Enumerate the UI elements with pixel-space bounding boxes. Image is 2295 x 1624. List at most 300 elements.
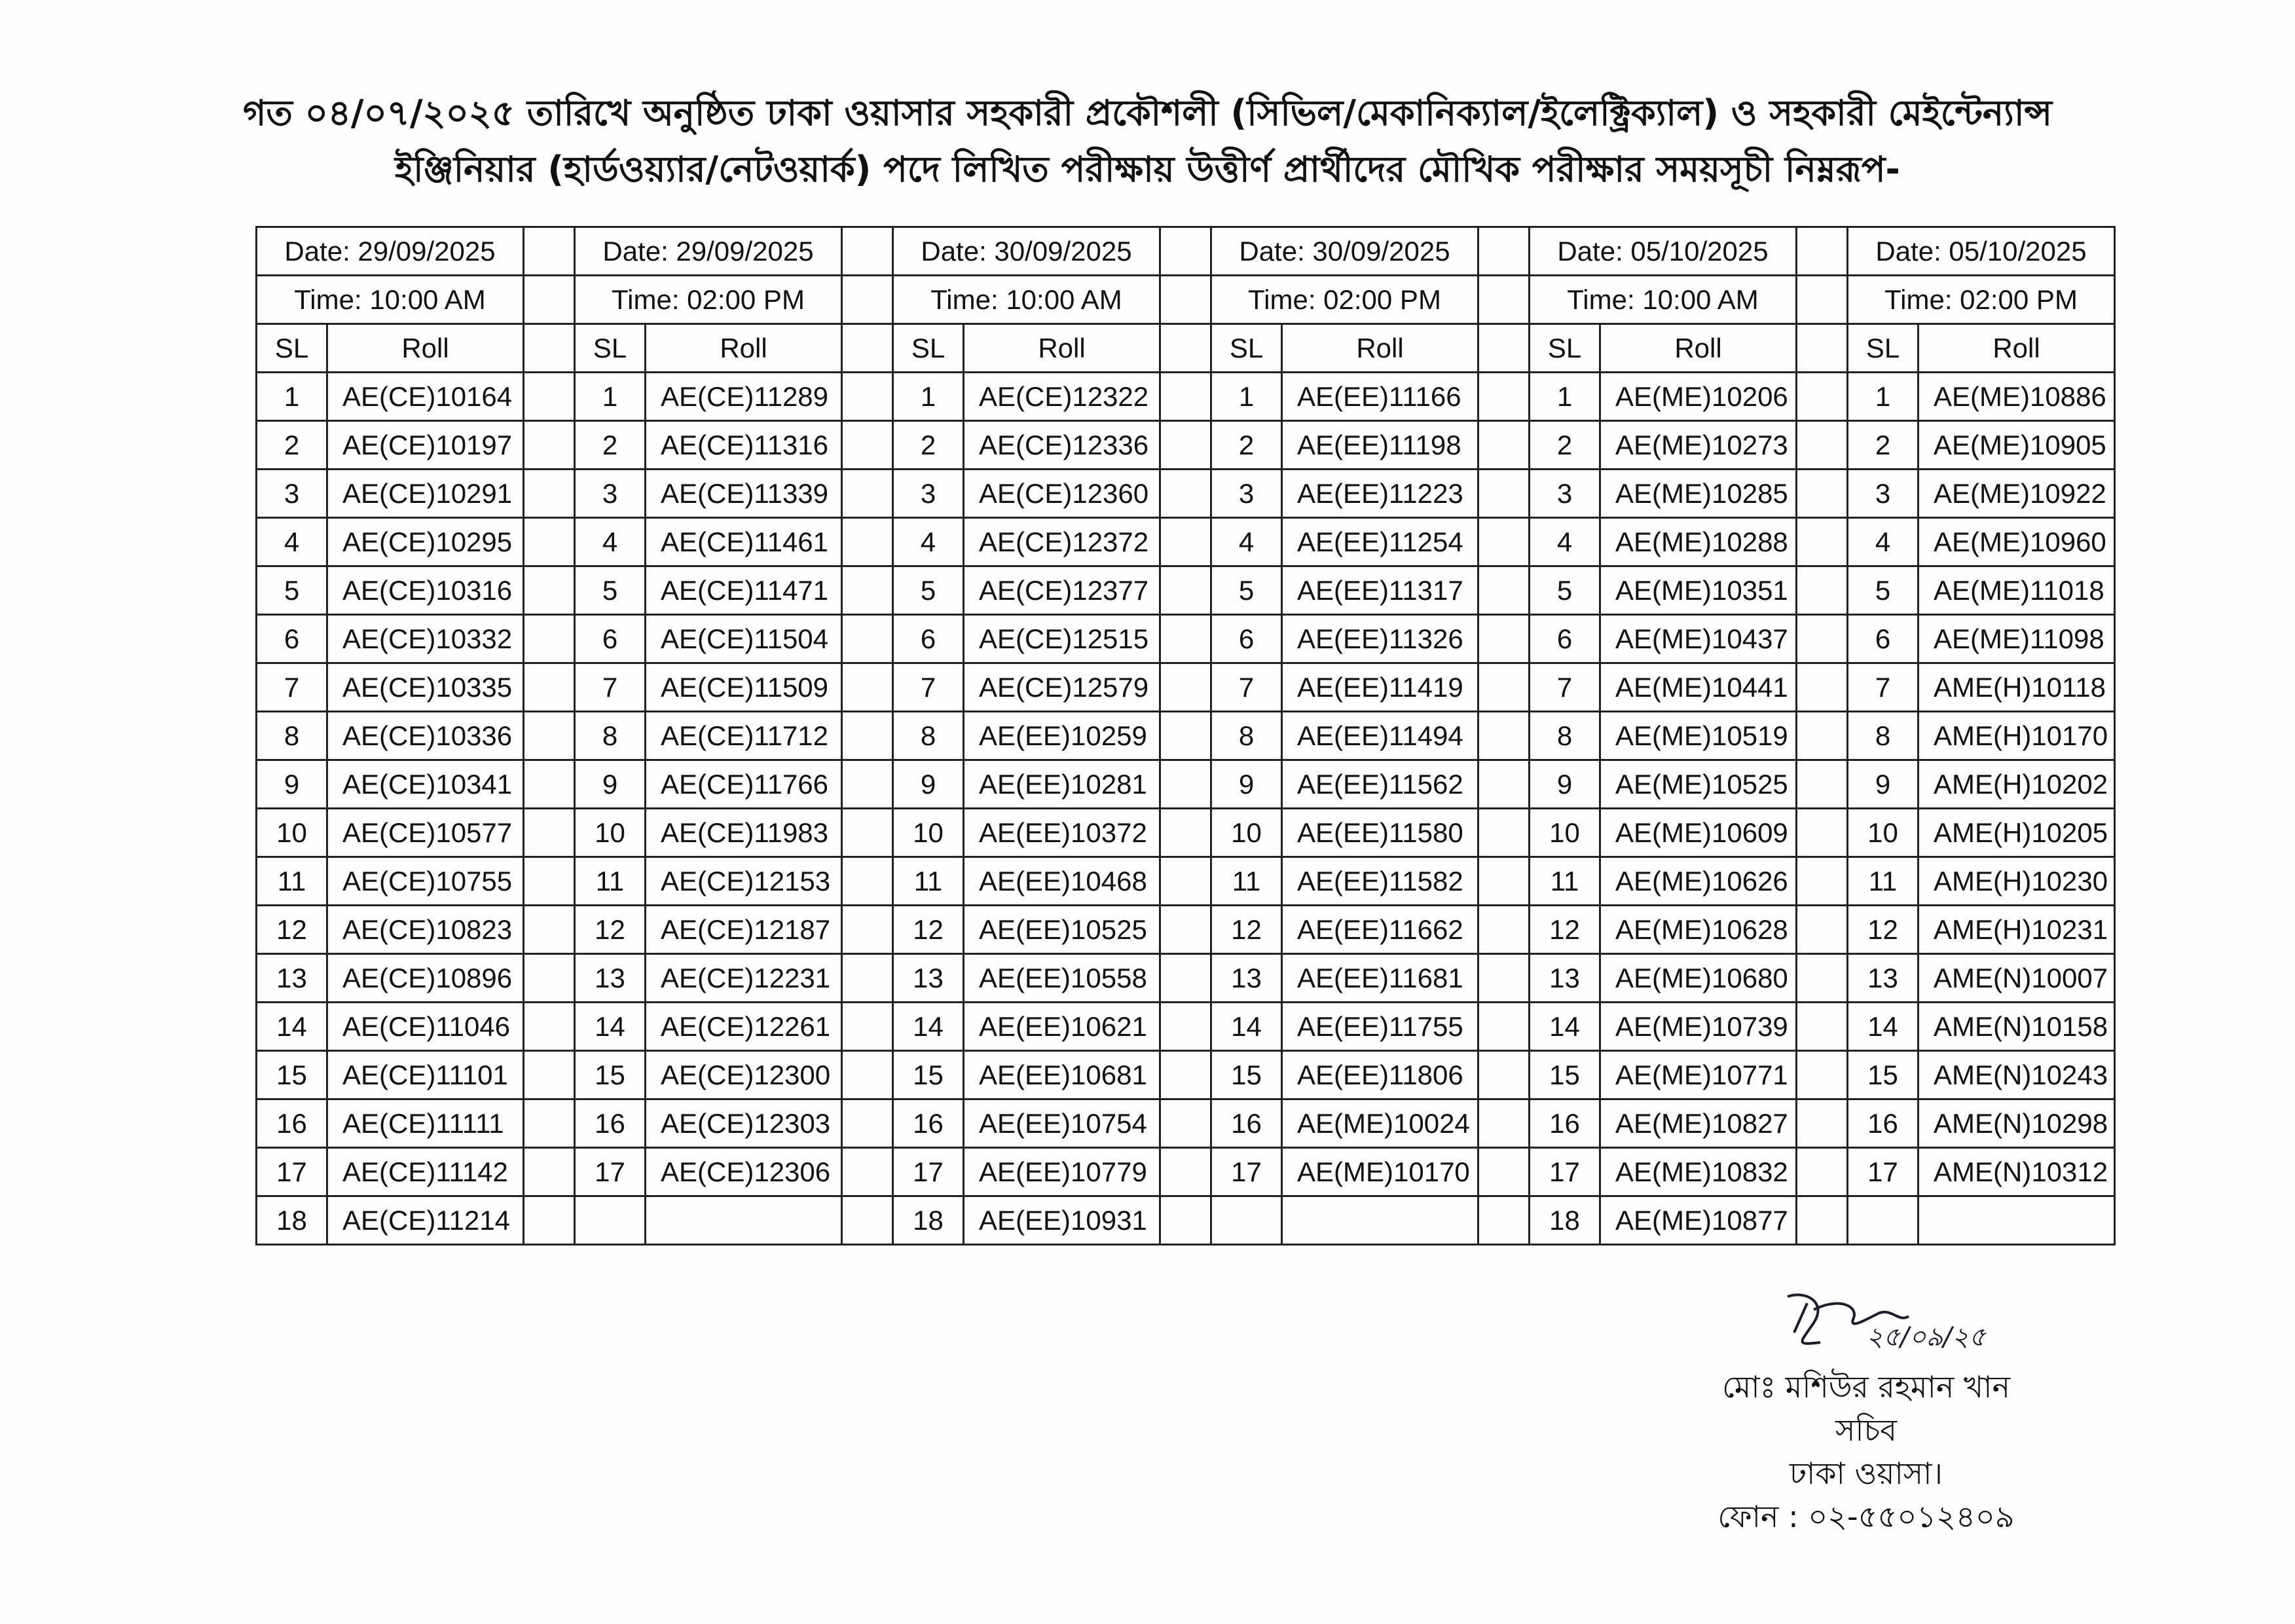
roll-cell: AE(EE)10281 — [964, 760, 1160, 809]
signatory-phone: ফোন : ০২-৫৫০১২৪০৯ — [1717, 1499, 2015, 1534]
session-time: Time: 02:00 PM — [575, 276, 842, 324]
sl-header: SL — [1530, 324, 1600, 373]
column-gap — [1478, 1196, 1530, 1245]
serial-cell: 4 — [257, 518, 327, 566]
serial-cell: 12 — [1530, 906, 1600, 954]
column-gap — [1797, 663, 1848, 712]
roll-cell: AME(H)10202 — [1919, 760, 2115, 809]
roll-cell: AE(CE)12322 — [964, 373, 1160, 421]
table-row — [257, 1148, 2115, 1196]
column-gap — [1478, 809, 1530, 857]
column-gap — [842, 1148, 893, 1196]
table-row — [257, 663, 2115, 712]
serial-cell: 7 — [575, 663, 646, 712]
roll-cell: AE(ME)10170 — [1282, 1148, 1478, 1196]
roll-cell: AE(CE)12372 — [964, 518, 1160, 566]
column-gap — [842, 1003, 893, 1051]
column-gap — [1797, 373, 1848, 421]
serial-cell: 5 — [1530, 566, 1600, 615]
serial-cell: 3 — [1211, 470, 1282, 518]
table-row — [257, 421, 2115, 470]
column-gap — [1797, 276, 1848, 324]
roll-cell: AE(CE)11504 — [646, 615, 842, 663]
roll-cell: AE(EE)11326 — [1282, 615, 1478, 663]
table-row — [257, 373, 2115, 421]
column-gap — [842, 566, 893, 615]
roll-cell: AE(CE)12579 — [964, 663, 1160, 712]
roll-cell: AE(CE)11461 — [646, 518, 842, 566]
roll-cell: AE(ME)10285 — [1600, 470, 1797, 518]
serial-cell: 4 — [893, 518, 964, 566]
column-gap — [524, 566, 575, 615]
column-gap — [842, 809, 893, 857]
table-row — [257, 615, 2115, 663]
column-gap — [842, 906, 893, 954]
serial-cell: 11 — [575, 857, 646, 906]
roll-cell — [646, 1196, 842, 1245]
column-gap — [842, 1099, 893, 1148]
roll-cell: AE(CE)10316 — [327, 566, 524, 615]
serial-cell: 12 — [1848, 906, 1919, 954]
table-row — [257, 857, 2115, 906]
serial-cell: 3 — [1530, 470, 1600, 518]
column-gap — [1797, 1099, 1848, 1148]
column-gap — [1797, 470, 1848, 518]
column-gap — [842, 712, 893, 760]
column-gap — [1160, 1003, 1211, 1051]
serial-cell: 2 — [893, 421, 964, 470]
roll-cell: AE(CE)12300 — [646, 1051, 842, 1099]
serial-cell: 6 — [257, 615, 327, 663]
roll-cell: AE(EE)11806 — [1282, 1051, 1478, 1099]
roll-cell: AE(EE)11582 — [1282, 857, 1478, 906]
column-gap — [842, 276, 893, 324]
serial-cell: 2 — [257, 421, 327, 470]
serial-cell: 16 — [257, 1099, 327, 1148]
roll-cell: AE(CE)10577 — [327, 809, 524, 857]
roll-cell: AE(ME)10922 — [1919, 470, 2115, 518]
session-time: Time: 02:00 PM — [1848, 276, 2115, 324]
column-gap — [842, 954, 893, 1003]
serial-cell: 15 — [257, 1051, 327, 1099]
roll-cell: AE(EE)11419 — [1282, 663, 1478, 712]
roll-cell: AE(EE)11562 — [1282, 760, 1478, 809]
roll-header: Roll — [1919, 324, 2115, 373]
column-gap — [1160, 518, 1211, 566]
table-row — [257, 566, 2115, 615]
column-gap — [1160, 1148, 1211, 1196]
serial-cell: 4 — [1530, 518, 1600, 566]
serial-cell: 3 — [1848, 470, 1919, 518]
serial-cell: 14 — [1530, 1003, 1600, 1051]
serial-cell: 5 — [1848, 566, 1919, 615]
serial-cell: 14 — [257, 1003, 327, 1051]
serial-cell: 1 — [1211, 373, 1282, 421]
roll-cell: AE(CE)11983 — [646, 809, 842, 857]
column-gap — [1797, 421, 1848, 470]
serial-cell: 10 — [1211, 809, 1282, 857]
column-gap — [524, 276, 575, 324]
heading-line-2: ইঞ্জিনিয়ার (হার্ডওয়্যার/নেটওয়ার্ক) পদে লিখিত পরীক্ষায় উত্তীর্ণ প্রার্থীদের মৌখিক পরীক্ষার সময়সূচী নিম্নরূপ- — [395, 149, 1900, 190]
serial-cell: 8 — [257, 712, 327, 760]
session-date: Date: 29/09/2025 — [575, 227, 842, 276]
roll-cell: AE(CE)11111 — [327, 1099, 524, 1148]
column-gap — [1797, 518, 1848, 566]
roll-cell: AME(H)10230 — [1919, 857, 2115, 906]
roll-cell: AE(ME)10626 — [1600, 857, 1797, 906]
roll-cell: AE(CE)12153 — [646, 857, 842, 906]
serial-cell: 3 — [257, 470, 327, 518]
column-gap — [524, 760, 575, 809]
serial-cell: 18 — [893, 1196, 964, 1245]
roll-cell: AE(CE)12187 — [646, 906, 842, 954]
roll-cell: AME(N)10312 — [1919, 1148, 2115, 1196]
roll-cell: AE(ME)10288 — [1600, 518, 1797, 566]
serial-cell: 15 — [575, 1051, 646, 1099]
serial-cell: 16 — [1530, 1099, 1600, 1148]
roll-cell: AE(ME)10525 — [1600, 760, 1797, 809]
serial-cell: 10 — [575, 809, 646, 857]
roll-cell: AE(ME)10206 — [1600, 373, 1797, 421]
column-gap — [524, 1148, 575, 1196]
roll-cell: AE(ME)10437 — [1600, 615, 1797, 663]
serial-cell: 12 — [575, 906, 646, 954]
column-gap — [842, 857, 893, 906]
column-gap — [842, 760, 893, 809]
roll-cell: AE(CE)11101 — [327, 1051, 524, 1099]
sl-header: SL — [893, 324, 964, 373]
column-gap — [1797, 1003, 1848, 1051]
serial-cell: 8 — [575, 712, 646, 760]
serial-cell: 1 — [257, 373, 327, 421]
roll-cell: AE(CE)10291 — [327, 470, 524, 518]
roll-cell: AE(ME)10351 — [1600, 566, 1797, 615]
roll-cell: AE(ME)10905 — [1919, 421, 2115, 470]
serial-cell: 13 — [1848, 954, 1919, 1003]
column-gap — [524, 324, 575, 373]
column-gap — [524, 1051, 575, 1099]
serial-cell: 15 — [1211, 1051, 1282, 1099]
roll-cell: AE(CE)10755 — [327, 857, 524, 906]
serial-cell: 12 — [1211, 906, 1282, 954]
column-gap — [1160, 1196, 1211, 1245]
roll-cell: AE(CE)11142 — [327, 1148, 524, 1196]
serial-cell: 14 — [575, 1003, 646, 1051]
serial-cell: 5 — [893, 566, 964, 615]
column-gap — [1797, 760, 1848, 809]
serial-cell: 14 — [893, 1003, 964, 1051]
roll-cell: AME(N)10243 — [1919, 1051, 2115, 1099]
column-gap — [1797, 954, 1848, 1003]
column-gap — [842, 663, 893, 712]
column-gap — [1478, 373, 1530, 421]
column-gap — [842, 615, 893, 663]
serial-cell: 11 — [1530, 857, 1600, 906]
column-gap — [1160, 809, 1211, 857]
roll-cell: AE(EE)11198 — [1282, 421, 1478, 470]
time-row — [257, 276, 2115, 324]
roll-cell: AE(EE)11755 — [1282, 1003, 1478, 1051]
serial-cell: 10 — [257, 809, 327, 857]
roll-cell: AE(EE)10558 — [964, 954, 1160, 1003]
notice-heading — [131, 85, 2164, 198]
signatory-name: মোঃ মশিউর রহমান খান — [1722, 1369, 2010, 1405]
serial-cell: 8 — [1211, 712, 1282, 760]
roll-cell: AE(EE)11166 — [1282, 373, 1478, 421]
column-gap — [1478, 518, 1530, 566]
roll-cell: AE(CE)10164 — [327, 373, 524, 421]
column-gap — [842, 324, 893, 373]
serial-cell: 16 — [893, 1099, 964, 1148]
column-gap — [1478, 324, 1530, 373]
serial-cell: 14 — [1211, 1003, 1282, 1051]
roll-cell: AE(CE)12306 — [646, 1148, 842, 1196]
serial-cell: 12 — [257, 906, 327, 954]
column-header-row — [257, 324, 2115, 373]
serial-cell: 5 — [575, 566, 646, 615]
table-row — [257, 1196, 2115, 1245]
roll-cell: AE(CE)10341 — [327, 760, 524, 809]
table-row — [257, 518, 2115, 566]
roll-header: Roll — [1600, 324, 1797, 373]
roll-cell: AE(CE)11712 — [646, 712, 842, 760]
serial-cell: 3 — [575, 470, 646, 518]
serial-cell: 10 — [893, 809, 964, 857]
roll-cell: AE(CE)11509 — [646, 663, 842, 712]
column-gap — [842, 470, 893, 518]
serial-cell: 1 — [1848, 373, 1919, 421]
serial-cell: 13 — [575, 954, 646, 1003]
column-gap — [1797, 1051, 1848, 1099]
serial-cell: 17 — [1211, 1148, 1282, 1196]
serial-cell: 4 — [575, 518, 646, 566]
serial-cell: 6 — [575, 615, 646, 663]
column-gap — [1797, 809, 1848, 857]
roll-cell: AE(EE)10754 — [964, 1099, 1160, 1148]
table-row — [257, 470, 2115, 518]
session-date: Date: 30/09/2025 — [1211, 227, 1478, 276]
roll-cell — [1282, 1196, 1478, 1245]
roll-cell: AE(EE)11223 — [1282, 470, 1478, 518]
column-gap — [1478, 1051, 1530, 1099]
column-gap — [1478, 276, 1530, 324]
column-gap — [1478, 712, 1530, 760]
roll-cell: AE(CE)12336 — [964, 421, 1160, 470]
session-date: Date: 05/10/2025 — [1848, 227, 2115, 276]
roll-cell: AE(CE)10896 — [327, 954, 524, 1003]
serial-cell: 7 — [257, 663, 327, 712]
column-gap — [1478, 857, 1530, 906]
column-gap — [1160, 1099, 1211, 1148]
viva-schedule-table — [255, 226, 2116, 1246]
column-gap — [1160, 227, 1211, 276]
roll-cell: AE(CE)10295 — [327, 518, 524, 566]
table-row — [257, 1099, 2115, 1148]
column-gap — [1478, 470, 1530, 518]
serial-cell: 11 — [257, 857, 327, 906]
serial-cell — [1211, 1196, 1282, 1245]
serial-cell: 4 — [1848, 518, 1919, 566]
session-date: Date: 30/09/2025 — [893, 227, 1160, 276]
serial-cell: 10 — [1530, 809, 1600, 857]
serial-cell: 6 — [893, 615, 964, 663]
serial-cell: 17 — [893, 1148, 964, 1196]
serial-cell: 15 — [1530, 1051, 1600, 1099]
serial-cell: 11 — [1848, 857, 1919, 906]
column-gap — [1160, 615, 1211, 663]
table-row — [257, 954, 2115, 1003]
serial-cell: 11 — [893, 857, 964, 906]
serial-cell: 13 — [1211, 954, 1282, 1003]
roll-cell: AE(CE)10197 — [327, 421, 524, 470]
roll-cell: AE(CE)12377 — [964, 566, 1160, 615]
column-gap — [1478, 421, 1530, 470]
column-gap — [524, 470, 575, 518]
roll-header: Roll — [646, 324, 842, 373]
roll-cell: AE(EE)11254 — [1282, 518, 1478, 566]
date-row — [257, 227, 2115, 276]
roll-cell: AME(H)10170 — [1919, 712, 2115, 760]
serial-cell: 15 — [1848, 1051, 1919, 1099]
roll-cell: AE(EE)10525 — [964, 906, 1160, 954]
column-gap — [1160, 276, 1211, 324]
serial-cell: 9 — [893, 760, 964, 809]
heading-line-1: গত ০৪/০৭/২০২৫ তারিখে অনুষ্ঠিত ঢাকা ওয়াসার সহকারী প্রকৌশলী (সিভিল/মেকানিক্যাল/ইলেক্ট্রিক্যাল) ও সহকারী মেইন্টেন্যান্স — [243, 92, 2052, 134]
roll-cell: AE(CE)11046 — [327, 1003, 524, 1051]
signature-date: ২৫/০৯/২৫ — [1866, 1322, 1986, 1352]
serial-cell: 2 — [1848, 421, 1919, 470]
roll-cell: AE(CE)11471 — [646, 566, 842, 615]
sl-header: SL — [575, 324, 646, 373]
column-gap — [842, 421, 893, 470]
column-gap — [1797, 324, 1848, 373]
roll-cell: AME(N)10007 — [1919, 954, 2115, 1003]
serial-cell: 9 — [575, 760, 646, 809]
serial-cell: 7 — [1211, 663, 1282, 712]
roll-cell: AE(CE)10335 — [327, 663, 524, 712]
serial-cell: 16 — [1211, 1099, 1282, 1148]
column-gap — [524, 809, 575, 857]
roll-cell: AE(ME)10832 — [1600, 1148, 1797, 1196]
column-gap — [842, 1051, 893, 1099]
serial-cell: 17 — [1848, 1148, 1919, 1196]
roll-cell: AE(CE)10336 — [327, 712, 524, 760]
session-date: Date: 05/10/2025 — [1530, 227, 1797, 276]
serial-cell: 8 — [1530, 712, 1600, 760]
roll-header: Roll — [327, 324, 524, 373]
serial-cell — [1848, 1196, 1919, 1245]
roll-cell: AE(CE)10823 — [327, 906, 524, 954]
serial-cell: 8 — [1848, 712, 1919, 760]
column-gap — [1478, 760, 1530, 809]
roll-cell: AE(CE)11339 — [646, 470, 842, 518]
column-gap — [1478, 906, 1530, 954]
session-time: Time: 10:00 AM — [893, 276, 1160, 324]
table-row — [257, 809, 2115, 857]
roll-cell: AME(H)10205 — [1919, 809, 2115, 857]
column-gap — [1160, 954, 1211, 1003]
serial-cell: 12 — [893, 906, 964, 954]
table-row — [257, 1003, 2115, 1051]
serial-cell — [575, 1196, 646, 1245]
column-gap — [1160, 1051, 1211, 1099]
roll-cell: AE(EE)11494 — [1282, 712, 1478, 760]
roll-cell: AE(EE)10931 — [964, 1196, 1160, 1245]
column-gap — [1478, 1099, 1530, 1148]
column-gap — [1797, 712, 1848, 760]
serial-cell: 5 — [1211, 566, 1282, 615]
column-gap — [1160, 421, 1211, 470]
column-gap — [1478, 566, 1530, 615]
roll-cell: AE(ME)10877 — [1600, 1196, 1797, 1245]
column-gap — [1797, 857, 1848, 906]
roll-cell: AE(CE)12360 — [964, 470, 1160, 518]
column-gap — [1160, 324, 1211, 373]
signatory-title: সচিব — [1835, 1412, 1897, 1448]
serial-cell: 13 — [257, 954, 327, 1003]
serial-cell: 16 — [575, 1099, 646, 1148]
roll-cell: AE(ME)10628 — [1600, 906, 1797, 954]
serial-cell: 18 — [257, 1196, 327, 1245]
serial-cell: 17 — [1530, 1148, 1600, 1196]
serial-cell: 1 — [1530, 373, 1600, 421]
column-gap — [524, 1196, 575, 1245]
roll-cell: AE(EE)11317 — [1282, 566, 1478, 615]
column-gap — [1478, 615, 1530, 663]
roll-cell: AE(CE)12515 — [964, 615, 1160, 663]
serial-cell: 18 — [1530, 1196, 1600, 1245]
column-gap — [1160, 663, 1211, 712]
serial-cell: 2 — [575, 421, 646, 470]
column-gap — [524, 373, 575, 421]
roll-cell: AE(CE)12261 — [646, 1003, 842, 1051]
roll-cell: AE(CE)12303 — [646, 1099, 842, 1148]
column-gap — [1797, 227, 1848, 276]
serial-cell: 14 — [1848, 1003, 1919, 1051]
column-gap — [524, 1099, 575, 1148]
serial-cell: 4 — [1211, 518, 1282, 566]
serial-cell: 5 — [257, 566, 327, 615]
session-time: Time: 10:00 AM — [1530, 276, 1797, 324]
roll-cell: AE(ME)10771 — [1600, 1051, 1797, 1099]
column-gap — [524, 954, 575, 1003]
serial-cell: 2 — [1211, 421, 1282, 470]
column-gap — [524, 421, 575, 470]
serial-cell: 6 — [1530, 615, 1600, 663]
roll-cell: AE(CE)11289 — [646, 373, 842, 421]
column-gap — [1478, 954, 1530, 1003]
roll-cell: AE(EE)10681 — [964, 1051, 1160, 1099]
roll-cell: AE(ME)10609 — [1600, 809, 1797, 857]
roll-cell: AE(ME)10024 — [1282, 1099, 1478, 1148]
roll-cell: AME(N)10298 — [1919, 1099, 2115, 1148]
serial-cell: 6 — [1211, 615, 1282, 663]
roll-cell: AE(EE)11662 — [1282, 906, 1478, 954]
table-row — [257, 1051, 2115, 1099]
column-gap — [524, 857, 575, 906]
serial-cell: 17 — [575, 1148, 646, 1196]
roll-header: Roll — [964, 324, 1160, 373]
roll-cell: AE(ME)10441 — [1600, 663, 1797, 712]
column-gap — [524, 663, 575, 712]
signatory-block — [1650, 1365, 2082, 1538]
serial-cell: 13 — [1530, 954, 1600, 1003]
column-gap — [1478, 1003, 1530, 1051]
roll-cell: AE(EE)10621 — [964, 1003, 1160, 1051]
roll-cell: AE(ME)10960 — [1919, 518, 2115, 566]
roll-cell: AE(CE)12231 — [646, 954, 842, 1003]
roll-cell: AE(EE)10468 — [964, 857, 1160, 906]
